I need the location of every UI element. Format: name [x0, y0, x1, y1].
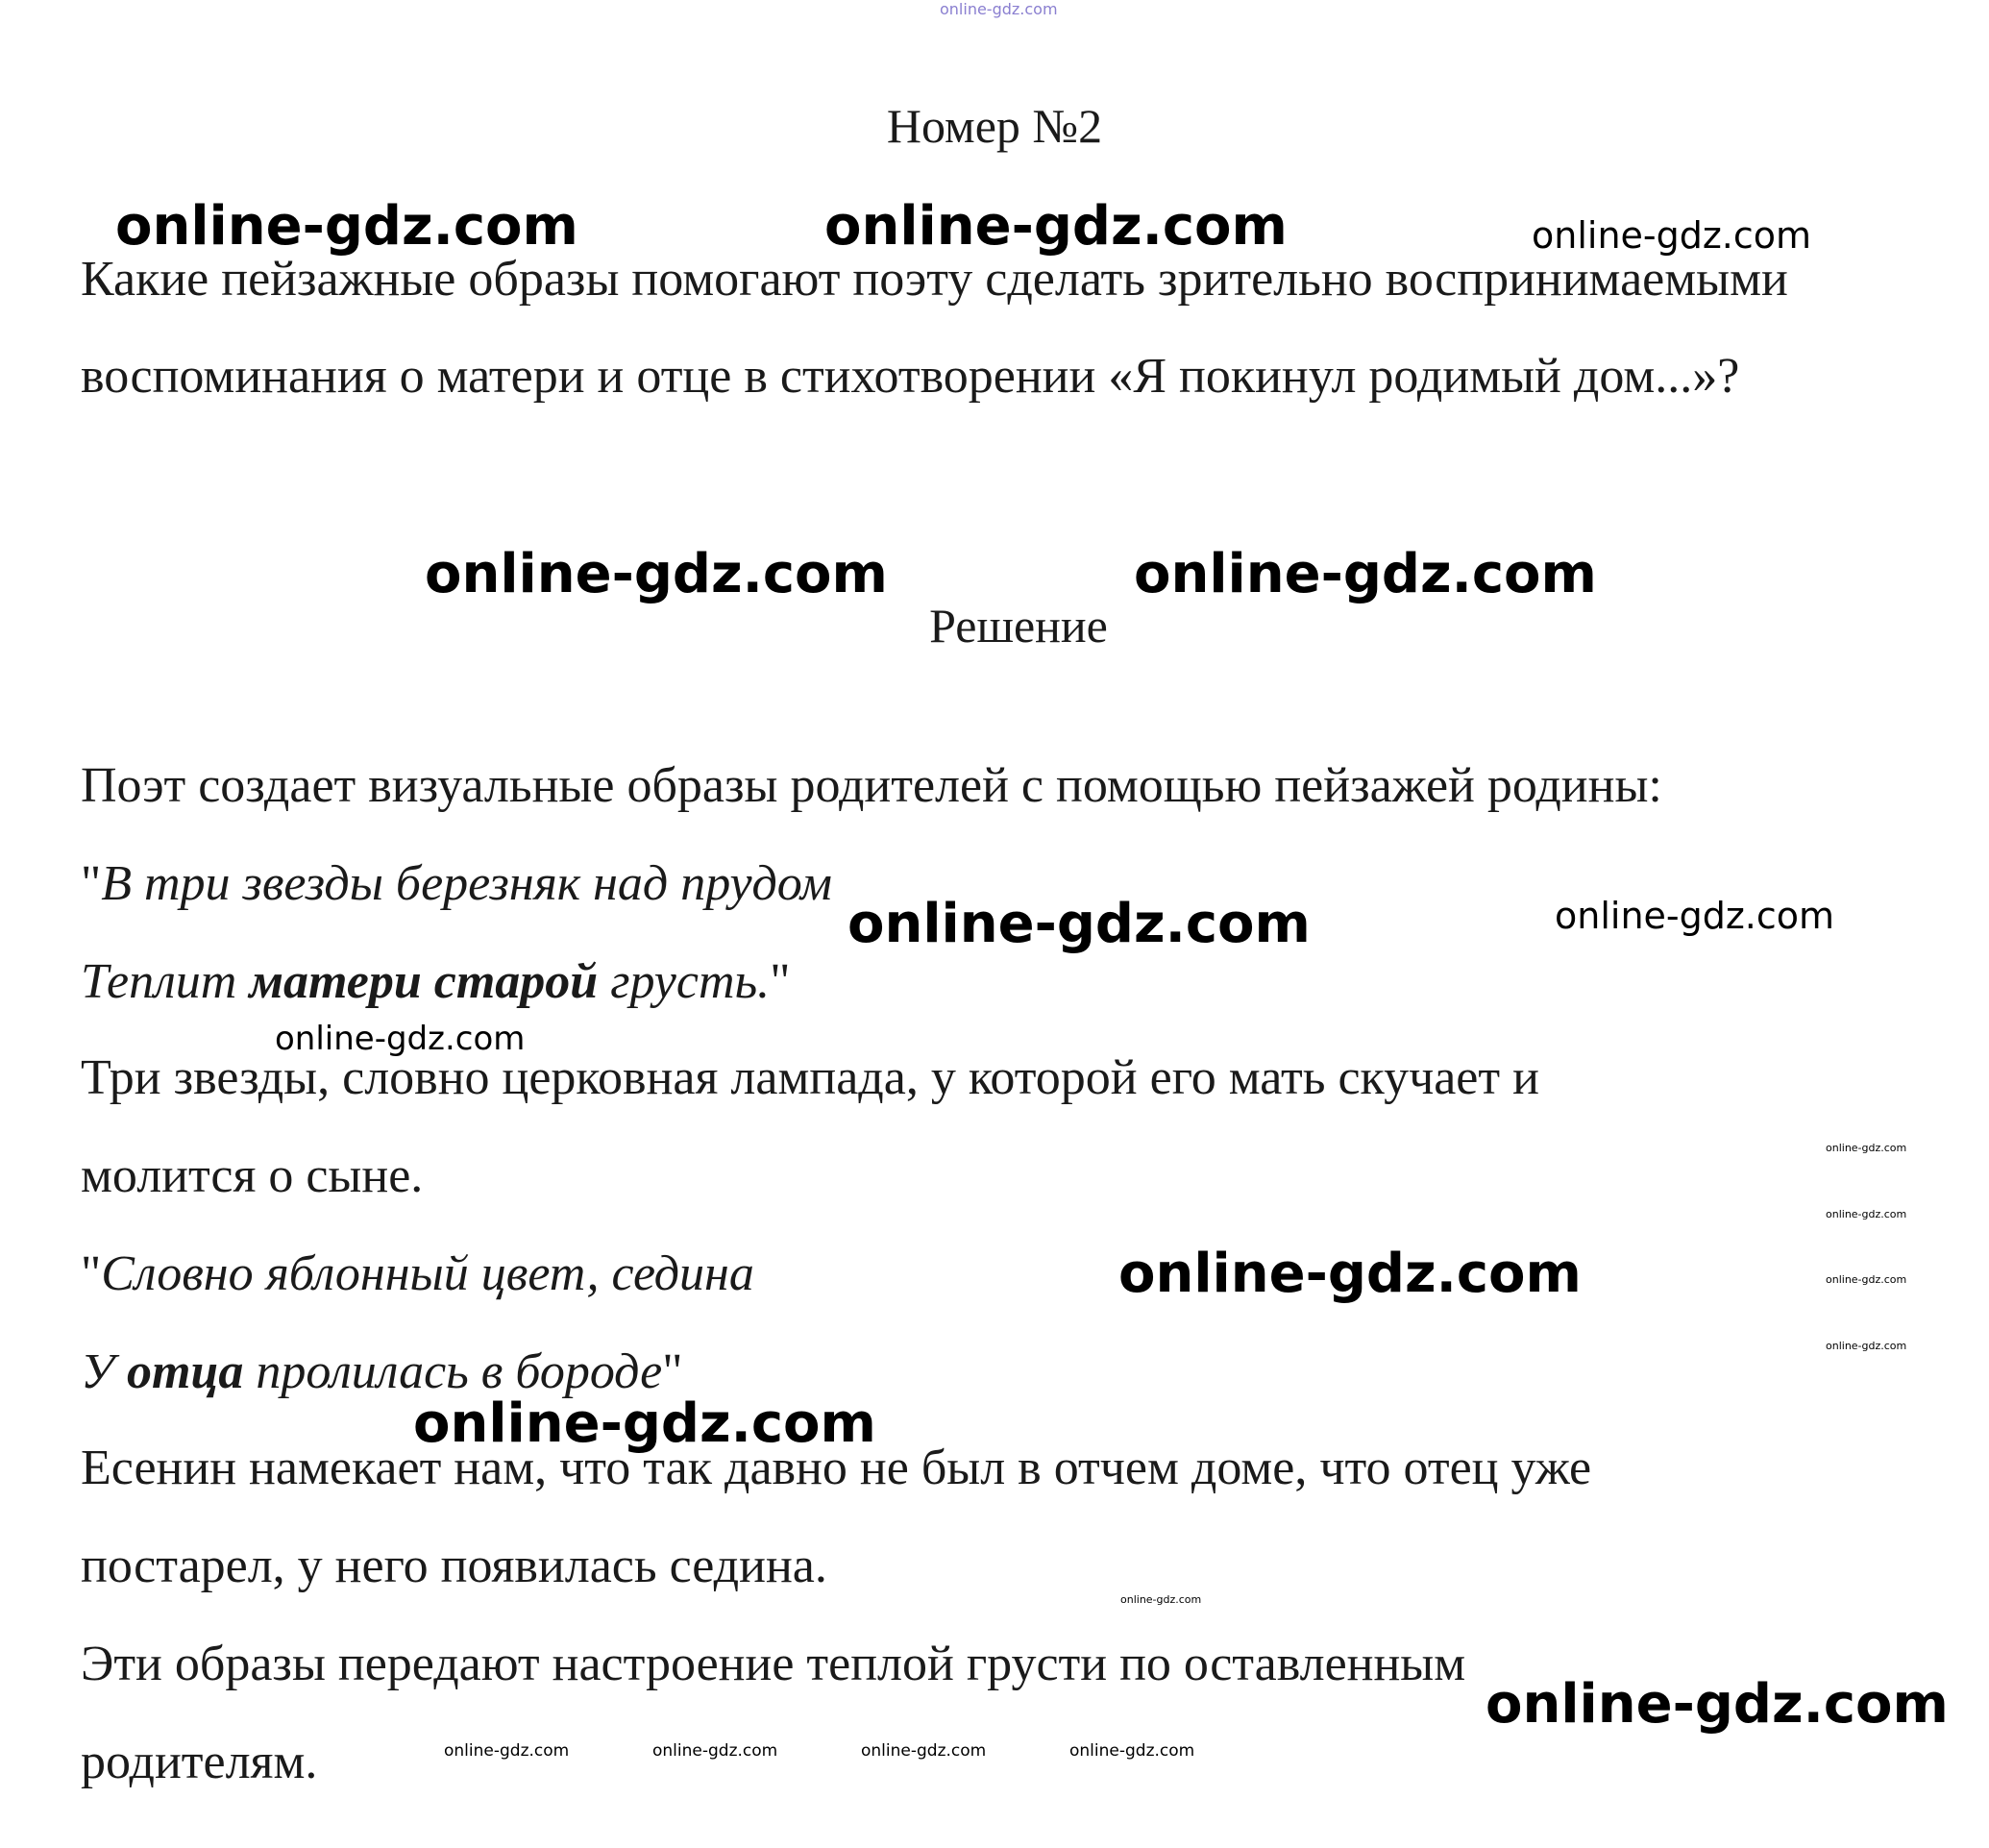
- watermark: online-gdz.com: [1486, 1673, 1949, 1736]
- quote1-line1: [81, 856, 832, 911]
- quote1-line2-bold: матери старой: [249, 954, 599, 1009]
- quote-mark: ": [81, 1246, 102, 1301]
- watermark: online-gdz.com: [1532, 214, 1812, 257]
- watermark: online-gdz.com: [1069, 1741, 1195, 1761]
- quote-mark: ": [662, 1344, 683, 1399]
- answer-intro: Поэт создает визуальные образы родителей с помощью пейзажей родины:: [81, 758, 1662, 813]
- quote2-line2-post: пролилась в бороде: [243, 1344, 663, 1399]
- watermark: online-gdz.com: [1555, 895, 1835, 937]
- watermark: online-gdz.com: [425, 543, 888, 605]
- conclusion-line1: Эти образы передают настроение теплой грусти по оставленным: [81, 1637, 1466, 1691]
- watermark: online-gdz.com: [1120, 1593, 1202, 1606]
- quote1-line2-pre: Теплит: [81, 954, 250, 1009]
- quote1-line2-post: грусть.: [598, 954, 771, 1009]
- question-text: Какие пейзажные образы помогают поэту сделать зрительно воспринимаемыми воспоминания о матери и отце в стихотворении «Я покинул родимый дом...»?: [81, 252, 1788, 404]
- explain2-line2: постарел, у него появилась седина.: [81, 1539, 827, 1593]
- explain1-line1: Три звезды, словно церковная лампада, у которой его мать скучает и: [81, 1050, 1539, 1105]
- watermark: online-gdz.com: [1134, 543, 1597, 605]
- quote2-line2-pre: У: [81, 1344, 127, 1399]
- watermark: online-gdz.com: [824, 195, 1288, 258]
- explain2-line1: Есенин намекает нам, что так давно не был в отчем доме, что отец уже: [81, 1441, 1592, 1495]
- watermark: online-gdz.com: [115, 195, 578, 258]
- watermark: online-gdz.com: [861, 1741, 987, 1761]
- quote1-text: В три звезды березняк над прудом: [101, 856, 832, 911]
- explain1-line2: молится о сыне.: [81, 1148, 424, 1203]
- quote2-text: Словно яблонный цвет, седина: [101, 1246, 754, 1301]
- watermark: online-gdz.com: [1826, 1273, 1907, 1286]
- conclusion-line2: родителям.: [81, 1735, 318, 1789]
- watermark: online-gdz.com: [652, 1741, 778, 1761]
- watermark: online-gdz.com: [1826, 1208, 1907, 1220]
- quote-mark: ": [770, 954, 791, 1009]
- watermark: online-gdz.com: [1826, 1142, 1907, 1154]
- quote1-line2: [81, 954, 791, 1009]
- quote2-line1: [81, 1246, 754, 1301]
- watermark: online-gdz.com: [275, 1020, 526, 1058]
- quote-mark: ": [81, 856, 102, 911]
- solution-heading: Решение: [929, 599, 1108, 653]
- quote2-line2-bold: отца: [127, 1344, 244, 1399]
- quote2-line2: [81, 1344, 683, 1399]
- watermark: online-gdz.com: [444, 1741, 570, 1761]
- watermark: online-gdz.com: [413, 1392, 876, 1455]
- watermark: online-gdz.com: [847, 893, 1311, 955]
- watermark: online-gdz.com: [1826, 1340, 1907, 1352]
- page-title: Номер №2: [886, 99, 1103, 153]
- watermark: online-gdz.com: [1118, 1243, 1582, 1305]
- watermark: online-gdz.com: [940, 0, 1058, 18]
